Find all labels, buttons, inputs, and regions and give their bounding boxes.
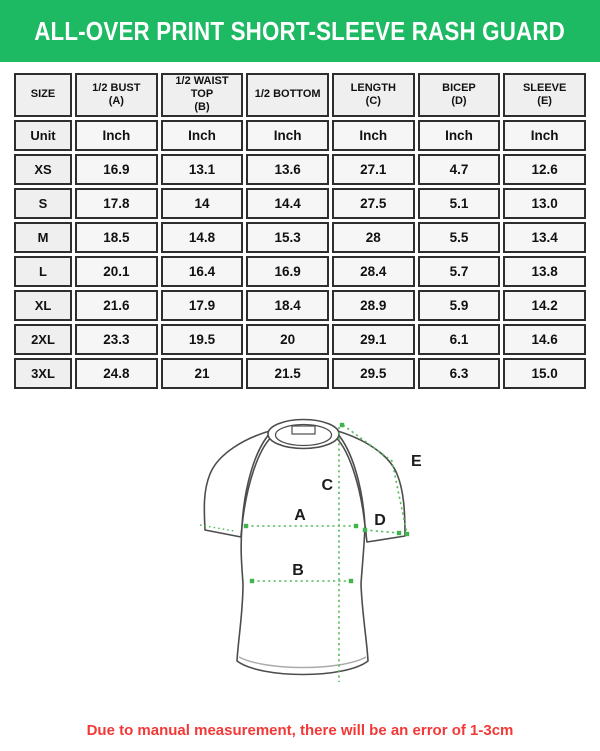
marker-d-right	[397, 530, 401, 534]
label-c: C	[321, 476, 333, 494]
value-cell: 5.9	[418, 290, 501, 321]
size-table	[11, 70, 589, 392]
size-label: 3XL	[14, 358, 72, 389]
measurement-diagram	[140, 398, 460, 708]
header-row	[14, 73, 586, 117]
col-header-label: SIZE	[30, 88, 56, 101]
size-label: S	[14, 188, 72, 219]
value-cell: 23.3	[75, 324, 158, 355]
col-header-size	[14, 73, 72, 117]
marker-b-right	[349, 578, 353, 582]
col-header-waist-top	[161, 73, 244, 117]
value-cell: 14.4	[246, 188, 329, 219]
value-cell: 17.9	[161, 290, 244, 321]
value-cell: 13.6	[246, 154, 329, 185]
value-cell: 21.6	[75, 290, 158, 321]
table-row-m	[14, 222, 586, 253]
label-e: E	[411, 452, 422, 470]
value-cell: 16.9	[75, 154, 158, 185]
unit-cell: Inch	[418, 120, 501, 151]
value-cell: 15.0	[503, 358, 586, 389]
table-row-s	[14, 188, 586, 219]
col-header-sub: (A)	[108, 94, 124, 107]
marker-ce-top	[340, 422, 344, 426]
value-cell: 14.2	[503, 290, 586, 321]
col-header-sub: (B)	[194, 101, 210, 114]
table-row-xl	[14, 290, 586, 321]
value-cell: 14	[161, 188, 244, 219]
col-header-bust	[75, 73, 158, 117]
rash-guard-illustration	[140, 398, 460, 708]
value-cell: 5.7	[418, 256, 501, 287]
value-cell: 6.3	[418, 358, 501, 389]
table-row-l	[14, 256, 586, 287]
value-cell: 27.5	[332, 188, 415, 219]
value-cell: 13.8	[503, 256, 586, 287]
shirt-body	[237, 434, 368, 675]
value-cell: 19.5	[161, 324, 244, 355]
col-header-label: BICEP	[442, 81, 476, 94]
col-header-length	[332, 73, 415, 117]
value-cell: 13.0	[503, 188, 586, 219]
value-cell: 17.8	[75, 188, 158, 219]
value-cell: 5.5	[418, 222, 501, 253]
value-cell: 20	[246, 324, 329, 355]
value-cell: 14.8	[161, 222, 244, 253]
label-d: D	[374, 511, 386, 529]
value-cell: 20.1	[75, 256, 158, 287]
value-cell: 28.4	[332, 256, 415, 287]
value-cell: 4.7	[418, 154, 501, 185]
value-cell: 5.1	[418, 188, 501, 219]
table-row-3xl	[14, 358, 586, 389]
col-header-label: 1/2 BUST	[92, 81, 141, 94]
value-cell: 15.3	[246, 222, 329, 253]
value-cell: 21.5	[246, 358, 329, 389]
size-label: XS	[14, 154, 72, 185]
col-header-sub: (D)	[451, 94, 467, 107]
value-cell: 12.6	[503, 154, 586, 185]
value-cell: 13.4	[503, 222, 586, 253]
col-header-label: LENGTH	[350, 81, 396, 94]
unit-cell: Inch	[332, 120, 415, 151]
value-cell: 16.9	[246, 256, 329, 287]
value-cell: 16.4	[161, 256, 244, 287]
col-header-sleeve	[503, 73, 586, 117]
unit-row	[14, 120, 586, 151]
value-cell: 18.4	[246, 290, 329, 321]
value-cell: 14.6	[503, 324, 586, 355]
col-header-sub: (C)	[365, 94, 381, 107]
size-label: L	[14, 256, 72, 287]
unit-cell: Inch	[75, 120, 158, 151]
value-cell: 27.1	[332, 154, 415, 185]
title-banner	[0, 0, 600, 62]
unit-cell: Inch	[503, 120, 586, 151]
collar-tag	[292, 426, 315, 434]
label-a: A	[294, 506, 306, 524]
value-cell: 28	[332, 222, 415, 253]
unit-cell: Inch	[161, 120, 244, 151]
col-header-sub: (E)	[537, 94, 552, 107]
marker-a-left	[244, 523, 248, 527]
size-table-body	[14, 120, 586, 389]
size-table-head	[14, 73, 586, 117]
marker-a-right	[354, 523, 358, 527]
col-header-label: SLEEVE	[522, 81, 567, 94]
col-header-label: 1/2 WAIST TOP	[175, 75, 229, 101]
value-cell: 29.5	[332, 358, 415, 389]
value-cell: 28.9	[332, 290, 415, 321]
value-cell: 24.8	[75, 358, 158, 389]
measurement-disclaimer: Due to manual measurement, there will be an error of 1-3cm	[86, 721, 514, 739]
marker-e-bottom	[405, 531, 409, 535]
col-header-label: 1/2 BOTTOM	[254, 88, 321, 101]
table-row-2xl	[14, 324, 586, 355]
col-header-bicep	[418, 73, 501, 117]
unit-cell: Inch	[246, 120, 329, 151]
size-label: XL	[14, 290, 72, 321]
size-label: 2XL	[14, 324, 72, 355]
value-cell: 21	[161, 358, 244, 389]
col-header-bottom	[246, 73, 329, 117]
page-title: ALL-OVER PRINT SHORT-SLEEVE RASH GUARD	[34, 15, 566, 46]
value-cell: 18.5	[75, 222, 158, 253]
value-cell: 29.1	[332, 324, 415, 355]
marker-b-left	[250, 578, 254, 582]
value-cell: 6.1	[418, 324, 501, 355]
unit-label: Unit	[14, 120, 72, 151]
label-b: B	[292, 561, 304, 579]
marker-d-left	[363, 527, 367, 531]
value-cell: 13.1	[161, 154, 244, 185]
size-label: M	[14, 222, 72, 253]
table-row-xs	[14, 154, 586, 185]
